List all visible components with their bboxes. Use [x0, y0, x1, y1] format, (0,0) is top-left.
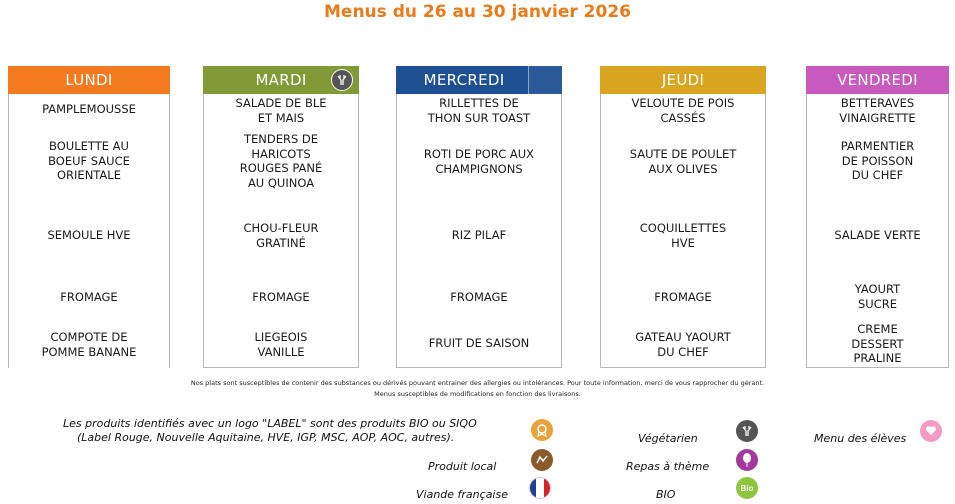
dish-main: SAUTE DE POULET AUX OLIVES [629, 147, 737, 176]
dish-cheese: YAOURT SUCRE [854, 282, 901, 311]
day-body [806, 94, 949, 368]
french-meat-legend-label: Viande française [416, 488, 508, 501]
french-flag-icon [529, 477, 551, 499]
label-icon [531, 419, 553, 441]
allergy-notice: Nos plats sont susceptibles de contenir des substances ou dérivés pouvant entrainer des allergies ou intolérances. Pour toute information, merci de vous rapprocher du gérant. [190, 379, 765, 387]
heart-icon [920, 420, 942, 442]
dish-starter: RILLETTES DE THON SUR TOAST [427, 96, 531, 125]
day-header-mercredi [396, 66, 562, 94]
dish-starter: PAMPLEMOUSSE [42, 102, 136, 116]
dish-side: SEMOULE HVE [47, 228, 131, 242]
student-menu-legend-label: Menu des élèves [814, 432, 907, 445]
local-legend-label: Produit local [428, 460, 497, 473]
dish-side: RIZ PILAF [451, 228, 507, 242]
day-header-mardi [203, 66, 359, 94]
day-name: MERCREDI [423, 71, 505, 89]
dish-dessert: COMPOTE DE POMME BANANE [41, 330, 137, 359]
day-body [203, 94, 359, 368]
dish-dessert: LIEGEOIS VANILLE [254, 330, 308, 359]
day-header-jeudi [600, 66, 766, 94]
theme-meal-legend-label: Repas à thème [626, 460, 710, 473]
day-column-lundi [8, 66, 170, 368]
dish-main: PARMENTIER DE POISSON DU CHEF [840, 139, 915, 182]
dish-dessert: FRUIT DE SAISON [428, 336, 530, 350]
day-column-mardi [203, 66, 359, 368]
bio-legend-label: BIO [656, 488, 676, 501]
dish-starter: VELOUTE DE POIS CASSÉS [631, 96, 735, 125]
label-legend-line1: Les produits identifiés avec un logo "LABEL" sont des produits BIO ou SIQO [63, 417, 477, 430]
page-title: Menus du 26 au 30 janvier 2026 [324, 2, 631, 22]
dish-dessert: CREME DESSERT PRALINE [851, 322, 904, 365]
dish-dessert: GATEAU YAOURT DU CHEF [635, 330, 731, 359]
vegetarian-icon [331, 69, 353, 91]
changes-notice: Menus susceptibles de modifications en fonction des livraisons. [374, 390, 581, 398]
dish-cheese: FROMAGE [450, 290, 508, 304]
day-body [396, 94, 562, 368]
dish-main: ROTI DE PORC AUX CHAMPIGNONS [423, 147, 535, 176]
dish-side: CHOU-FLEUR GRATINÉ [243, 221, 319, 250]
vegetarian-legend-label: Végétarien [638, 432, 698, 445]
dish-cheese: FROMAGE [60, 290, 118, 304]
dish-main: BOULETTE AU BOEUF SAUCE ORIENTALE [48, 139, 130, 182]
vegetarian-icon [736, 420, 758, 442]
dish-side: COQUILLETTES HVE [639, 221, 727, 250]
day-body [600, 94, 766, 368]
day-column-mercredi [396, 66, 562, 368]
dish-side: SALADE VERTE [834, 228, 921, 242]
dish-starter: BETTERAVES VINAIGRETTE [839, 96, 916, 125]
header-stripe [528, 66, 562, 94]
dish-cheese: FROMAGE [252, 290, 310, 304]
dish-starter: SALADE DE BLE ET MAIS [235, 96, 327, 125]
dish-main: TENDERS DE HARICOTS ROUGES PANÉ AU QUINOA [239, 132, 323, 190]
theme-meal-icon [736, 449, 758, 471]
label-legend-line2: (Label Rouge, Nouvelle Aquitaine, HVE, IGP, MSC, AOP, AOC, autres). [77, 431, 455, 444]
day-header-vendredi [806, 66, 949, 94]
day-column-vendredi [806, 66, 949, 368]
bio-icon [736, 477, 758, 499]
day-column-jeudi [600, 66, 766, 368]
day-header-lundi [8, 66, 170, 94]
day-name: JEUDI [661, 71, 705, 89]
day-name: LUNDI [65, 71, 113, 89]
dish-cheese: FROMAGE [654, 290, 712, 304]
bio-badge-text: Bio [740, 483, 754, 493]
local-product-icon [531, 449, 553, 471]
day-name: VENDREDI [837, 71, 918, 89]
day-name: MARDI [255, 71, 307, 89]
day-body [8, 94, 170, 368]
